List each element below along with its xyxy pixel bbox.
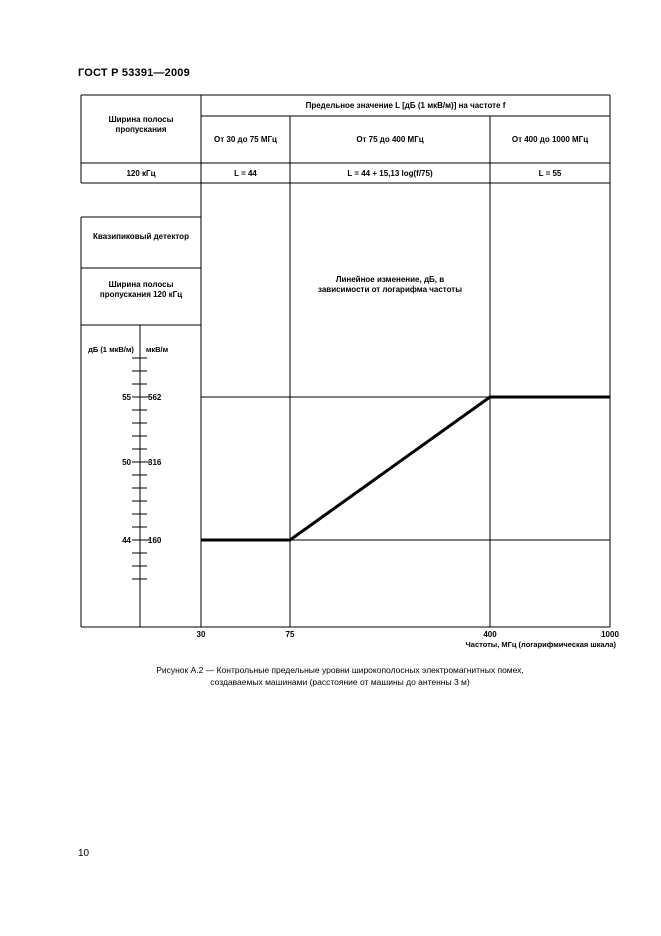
db-unit-label: дБ (1 мкВ/м)	[88, 345, 134, 354]
y-tick-db-label: 44	[122, 536, 131, 545]
caption-line-2: создаваемых машинами (расстояние от машины до антенны 3 м)	[210, 677, 470, 687]
range-400-1000: От 400 до 1000 МГц	[511, 135, 589, 144]
linear-change-note: Линейное изменение, дБ, в зависимости от логарифма частоты	[317, 275, 463, 294]
y-tick-uv-label: 562	[148, 393, 162, 402]
y-tick-uv-label: 316	[148, 458, 162, 467]
detector-label: Квазипиковый детектор	[93, 232, 189, 241]
range-30-75: От 30 до 75 МГц	[214, 135, 277, 144]
x-tick-label: 75	[285, 630, 295, 639]
bandwidth-header: Ширина полосы пропускания	[108, 115, 174, 134]
limit-range-1: L = 44	[234, 169, 257, 178]
y-tick-db-label: 55	[122, 393, 131, 402]
figure-caption	[60, 664, 620, 688]
limit-line	[201, 397, 610, 540]
y-tick-uv-label: 160	[148, 536, 162, 545]
x-tick-label: 400	[483, 630, 497, 639]
x-axis-label: Частоты, МГц (логарифмическая шкала)	[465, 640, 616, 649]
document-code: ГОСТ Р 53391—2009	[78, 67, 190, 79]
uv-unit-label: мкВ/м	[145, 345, 169, 354]
limit-header: Предельное значение L [дБ (1 мкВ/м)] на частоте f	[305, 101, 506, 110]
range-75-400: От 75 до 400 МГц	[356, 135, 424, 144]
panel-bandwidth-label: Ширина полосы пропускания 120 кГц	[99, 280, 183, 299]
x-tick-label: 1000	[601, 630, 619, 639]
limit-range-2: L = 44 + 15,13 log(f/75)	[347, 169, 433, 178]
y-tick-db-label: 50	[122, 458, 131, 467]
x-tick-label: 30	[196, 630, 206, 639]
caption-line-1: Рисунок А.2 — Контрольные предельные уровни широкополосных электромагнитных помех,	[156, 665, 524, 675]
limit-range-3: L = 55	[538, 169, 562, 178]
page-number: 10	[78, 848, 90, 859]
bandwidth-value: 120 кГц	[126, 169, 156, 178]
